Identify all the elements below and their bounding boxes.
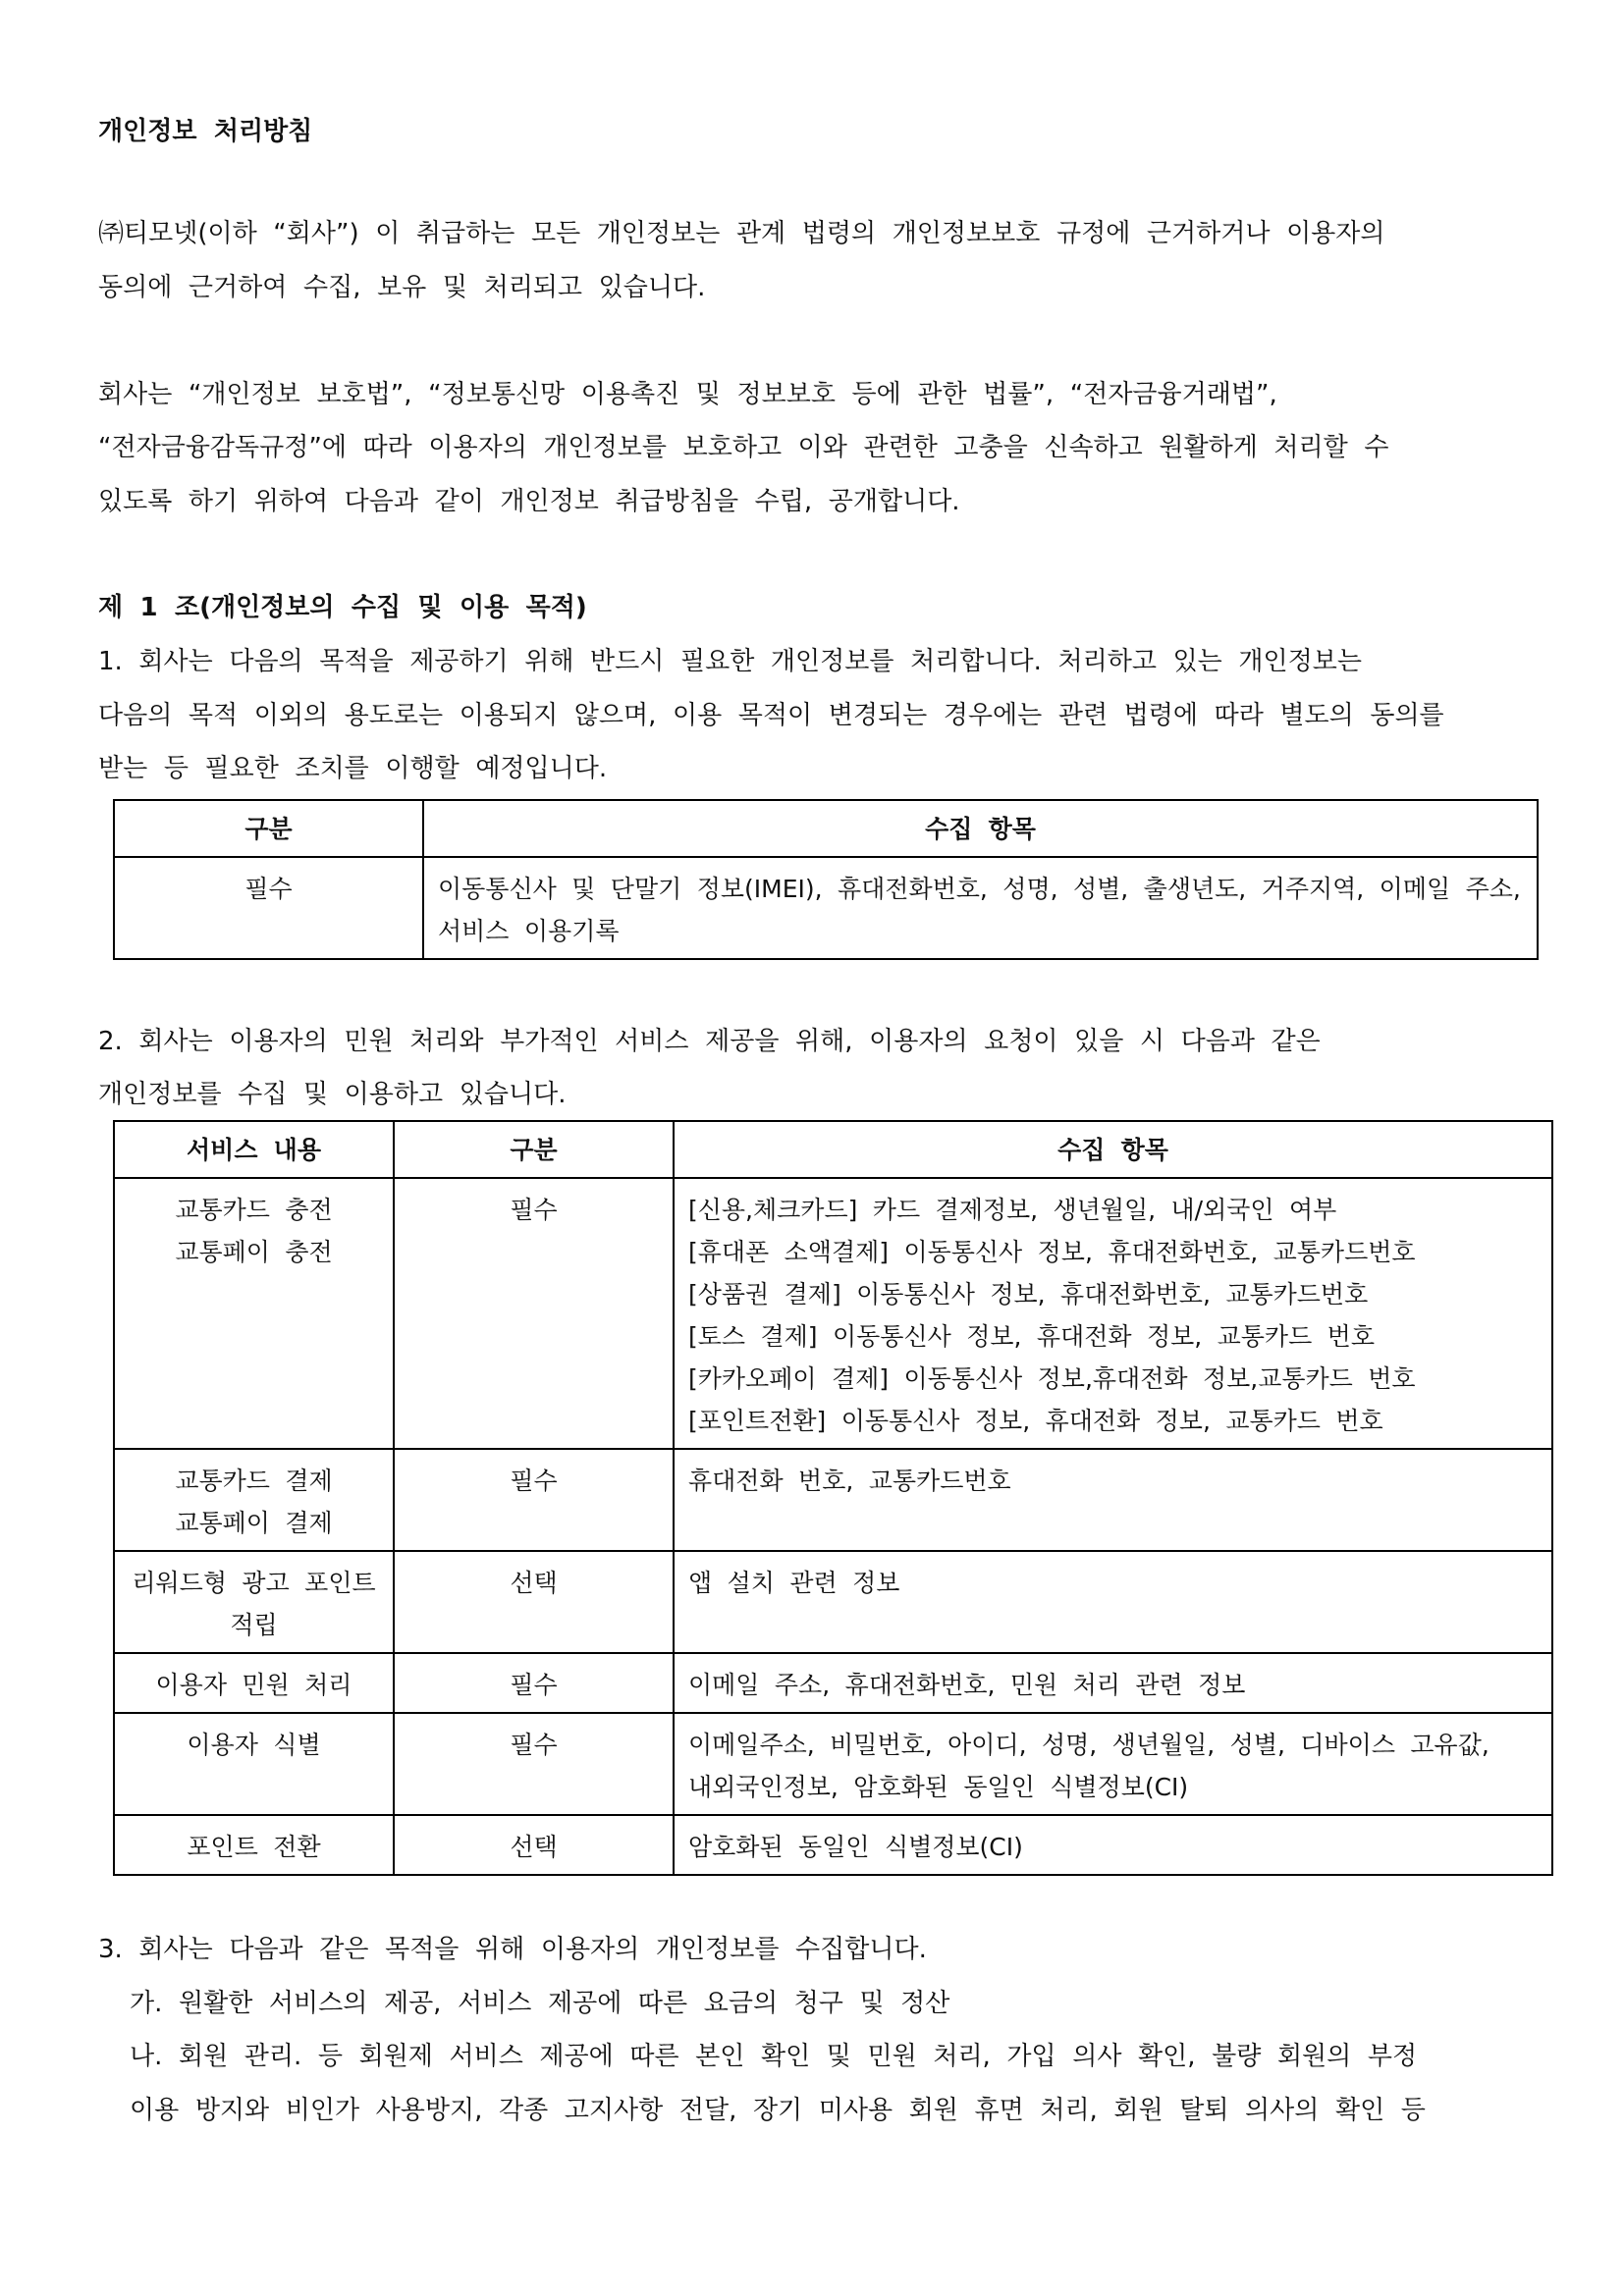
header-category: 구분 [114, 800, 423, 857]
service-text: 적립 [230, 1611, 278, 1639]
intro-line-1: ㈜티모넷(이하 “회사”) 이 취급하는 모든 개인정보는 관계 법령의 개인정보보호 규정에 근거하거나 이용자의 [98, 219, 1385, 248]
service-cell [114, 1551, 394, 1653]
item-1-line-3: 받는 등 필요한 조치를 이행할 예정입니다. [98, 754, 608, 783]
items-cell [674, 1551, 1552, 1653]
item-text: 이메일주소, 비밀번호, 아이디, 성명, 생년월일, 성별, 디바이스 고유값, [688, 1731, 1489, 1759]
collection-items-table [113, 799, 1539, 960]
service-cell [114, 1815, 394, 1875]
category-cell: 선택 [394, 1815, 674, 1875]
service-text: 포인트 전환 [187, 1833, 321, 1861]
service-text: 교통페이 결제 [175, 1509, 333, 1537]
law-line-2: “전자금융감독규정”에 따라 이용자의 개인정보를 보호하고 이와 관련한 고충을 신속하고 원활하게 처리할 수 [98, 433, 1389, 462]
service-text: 이용자 민원 처리 [155, 1671, 352, 1699]
item-text: [토스 결제] 이동통신사 정보, 휴대전화 정보, 교통카드 번호 [688, 1322, 1375, 1351]
service-items-table [113, 1120, 1553, 1876]
category-cell: 필수 [114, 857, 423, 959]
items-cell [423, 857, 1538, 959]
item-2-line-2: 개인정보를 수집 및 이용하고 있습니다. [98, 1080, 567, 1109]
item-3-sub-na-line-1: 나. 회원 관리. 등 회원제 서비스 제공에 따른 본인 확인 및 민원 처리, 가입 의사 확인, 불량 회원의 부정 [130, 2042, 1418, 2071]
item-text: [휴대폰 소액결제] 이동통신사 정보, 휴대전화번호, 교통카드번호 [688, 1238, 1416, 1266]
table-header-row [114, 1121, 1552, 1178]
category-cell: 필수 [394, 1713, 674, 1815]
header-category: 구분 [394, 1121, 674, 1178]
table-row [114, 1449, 1552, 1551]
item-3-sub-ga: 가. 원활한 서비스의 제공, 서비스 제공에 따른 요금의 청구 및 정산 [130, 1989, 950, 2018]
table-row [114, 1178, 1552, 1449]
item-text: 내외국인정보, 암호화된 동일인 식별정보(CI) [688, 1773, 1189, 1801]
category-cell: 필수 [394, 1449, 674, 1551]
service-text: 교통카드 충전 [175, 1196, 333, 1224]
header-items: 수집 항목 [674, 1121, 1552, 1178]
item-3-sub-na-line-2: 이용 방지와 비인가 사용방지, 각종 고지사항 전달, 장기 미사용 회원 휴면 처리, 회원 탈퇴 의사의 확인 등 [130, 2096, 1426, 2125]
item-2-line-1: 2. 회사는 이용자의 민원 처리와 부가적인 서비스 제공을 위해, 이용자의 요청이 있을 시 다음과 같은 [98, 1027, 1321, 1056]
item-text: [카카오페이 결제] 이동통신사 정보,휴대전화 정보,교통카드 번호 [688, 1364, 1416, 1393]
table-row [114, 857, 1538, 959]
table-row [114, 1815, 1552, 1875]
article-1-heading: 제 1 조(개인정보의 수집 및 이용 목적) [98, 593, 587, 622]
items-cell [674, 1713, 1552, 1815]
category-cell: 필수 [394, 1653, 674, 1713]
table-row [114, 1653, 1552, 1713]
item-text: 휴대전화 번호, 교통카드번호 [688, 1467, 1011, 1495]
item-text: 이동통신사 및 단말기 정보(IMEI), 휴대전화번호, 성명, 성별, 출생년도, 거주지역, 이메일 주소, [438, 875, 1521, 903]
category-cell: 선택 [394, 1551, 674, 1653]
item-text: 이메일 주소, 휴대전화번호, 민원 처리 관련 정보 [688, 1671, 1246, 1699]
item-text: 서비스 이용기록 [438, 917, 620, 945]
item-text: [포인트전환] 이동통신사 정보, 휴대전화 정보, 교통카드 번호 [688, 1407, 1383, 1435]
items-cell [674, 1653, 1552, 1713]
items-cell [674, 1449, 1552, 1551]
items-cell [674, 1178, 1552, 1449]
service-text: 교통카드 결제 [175, 1467, 333, 1495]
document-title: 개인정보 처리방침 [98, 117, 313, 146]
item-1-line-1: 1. 회사는 다음의 목적을 제공하기 위해 반드시 필요한 개인정보를 처리합니다. 처리하고 있는 개인정보는 [98, 647, 1362, 676]
item-text: 암호화된 동일인 식별정보(CI) [688, 1833, 1023, 1861]
item-3-line: 3. 회사는 다음과 같은 목적을 위해 이용자의 개인정보를 수집합니다. [98, 1935, 927, 1964]
service-text: 리워드형 광고 포인트 [132, 1569, 376, 1597]
item-text: [상품권 결제] 이동통신사 정보, 휴대전화번호, 교통카드번호 [688, 1280, 1369, 1308]
header-service: 서비스 내용 [114, 1121, 394, 1178]
header-items: 수집 항목 [423, 800, 1538, 857]
item-text: [신용,체크카드] 카드 결제정보, 생년월일, 내/외국인 여부 [688, 1196, 1337, 1224]
intro-line-2: 동의에 근거하여 수집, 보유 및 처리되고 있습니다. [98, 273, 706, 302]
law-line-3: 있도록 하기 위하여 다음과 같이 개인정보 취급방침을 수립, 공개합니다. [98, 487, 960, 516]
law-line-1: 회사는 “개인정보 보호법”, “정보통신망 이용촉진 및 정보보호 등에 관한 법률”, “전자금융거래법”, [98, 380, 1277, 409]
table-row [114, 1551, 1552, 1653]
service-text: 이용자 식별 [187, 1731, 321, 1759]
item-1-line-2: 다음의 목적 이외의 용도로는 이용되지 않으며, 이용 목적이 변경되는 경우에는 관련 법령에 따라 별도의 동의를 [98, 701, 1444, 730]
table-row [114, 1713, 1552, 1815]
service-cell [114, 1178, 394, 1449]
items-cell [674, 1815, 1552, 1875]
item-text: 앱 설치 관련 정보 [688, 1569, 900, 1597]
service-cell [114, 1449, 394, 1551]
category-cell: 필수 [394, 1178, 674, 1449]
table-header-row [114, 800, 1538, 857]
service-cell [114, 1713, 394, 1815]
service-cell [114, 1653, 394, 1713]
service-text: 교통페이 충전 [175, 1238, 333, 1266]
